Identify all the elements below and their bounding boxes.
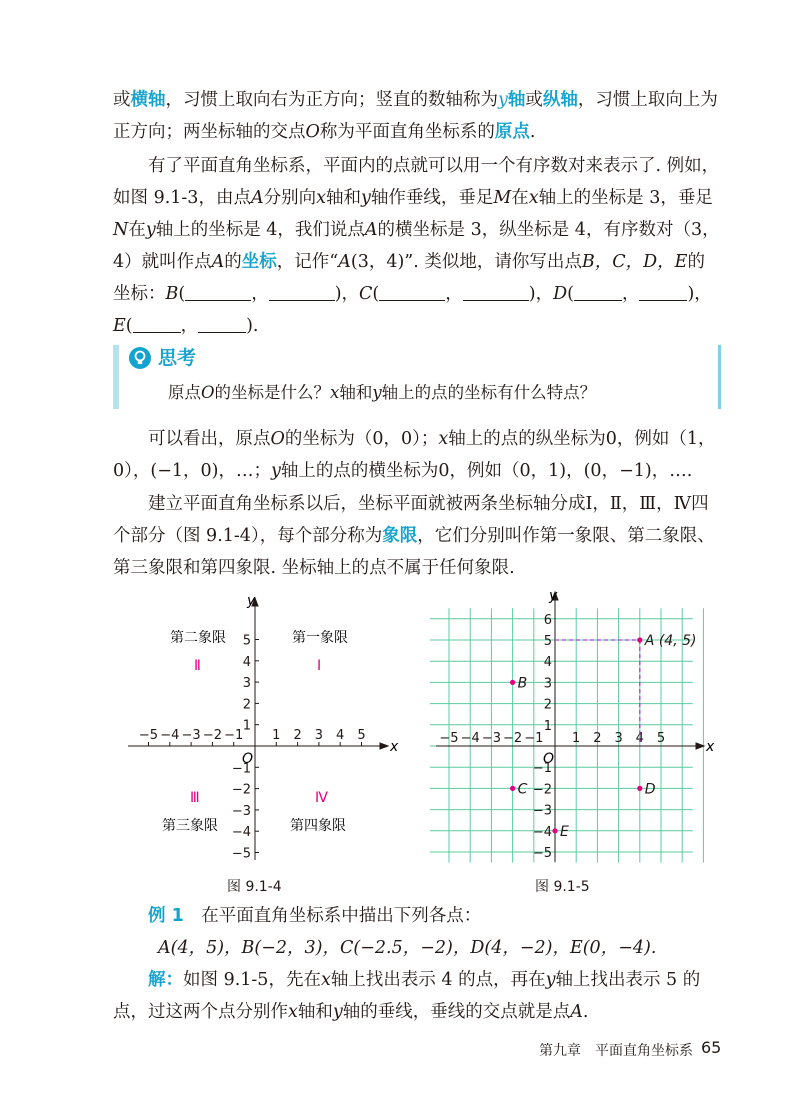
lightbulb-icon [129,347,151,369]
fig2-y-label: y [549,590,558,604]
para-coordinates: 有了平面直角坐标系，平面内的点就可以用一个有序数对来表示了. 例如，如图 9.1-3，由点A分别向x轴和y轴作垂线，垂足M在x轴上的坐标是 3，垂足N在y轴上的坐标是 4，我们说点A的横坐标是 3，纵坐标是 4，有序数对（3，4）就叫作点A的坐标，记作“A(3，4)”. 类似地，请你写出点B，C，D，E的坐标：B( ， )，C( ， )，D( ， )，E( ， ). [113,156,720,336]
example-label: 例 1 [148,906,184,926]
x-tick-label: −5 [138,728,159,743]
para-origin-axes: 可以看出，原点O的坐标为（0，0）；x轴上的点的纵坐标为0，例如（1，0），(−1，0)，…；y轴上的点的横坐标为0，例如（0，1)，(0，−1)，…. [113,429,716,481]
think-box [113,345,721,409]
fig2-caption: 图 9.1-5 [535,879,590,895]
chapter-footer: 第九章 平面直角坐标系 [539,1043,693,1059]
blank-b-y[interactable] [269,284,335,301]
x-tick-label: 2 [593,731,602,746]
fig1-y-label: y [247,593,256,609]
blank-e-y[interactable] [198,316,246,333]
y-tick-label: 1 [242,718,251,734]
think-right-bar [718,345,721,409]
point-c-label: C [517,781,528,798]
fig2-origin-label: O [543,751,555,767]
x-tick-label: 3 [314,728,324,743]
point-d [637,786,642,791]
y-tick-label: −3 [231,803,251,819]
y-tick-label: −4 [532,824,552,840]
y-tick-label: −4 [231,825,251,841]
x-tick-label: 5 [357,728,366,743]
x-tick-label: −3 [181,728,201,743]
fig1-origin-label: O [242,751,254,767]
think-title: 思考 [158,347,197,369]
think-left-bar [113,345,119,409]
y-tick-label: −1 [231,761,251,777]
example-points: A(4，5)，B(−2，3)，C(−2.5，−2)，D(4，−2)，E(0，−4). [158,938,657,958]
quadrant-3-roman: Ⅲ [190,790,200,806]
blank-d-x[interactable] [574,284,622,301]
y-tick-label: −2 [231,782,251,798]
x-tick-label: −1 [224,728,244,743]
y-tick-label: 4 [242,654,251,670]
quadrant-4-label: 第四象限 [290,818,346,834]
solution: 解：如图 9.1-5，先在x轴上找出表示 4 的点，再在y轴上找出表示 5 的点，过这两个点分别作x轴和y轴的垂线，垂线的交点就是点A. [113,970,701,1022]
point-e [552,828,557,833]
example-1: 例 1 在平面直角坐标系中描出下列各点： [148,906,482,926]
y-tick-label: 2 [242,697,251,713]
y-tick-label: −2 [532,782,552,798]
x-tick-label: −2 [202,728,222,743]
y-tick-label: −5 [532,846,552,861]
x-tick-label: 1 [272,728,281,743]
x-tick-label: 3 [614,731,623,746]
x-tick-label: 4 [635,731,644,746]
blank-e-x[interactable] [133,316,181,333]
point-b [510,680,515,685]
x-axis-arrow [380,743,388,749]
y-tick-label: 5 [543,634,552,649]
y-tick-label: 4 [543,655,552,671]
point-d-label: D [644,781,656,798]
quadrant-2-roman: Ⅱ [194,658,201,674]
x-tick-label: 5 [656,731,666,746]
point-b-label: B [517,675,528,692]
point-e-label: E [560,823,569,840]
y-tick-label: 1 [543,718,552,734]
y-tick-label: −3 [532,803,552,819]
y-tick-label: 2 [543,697,552,713]
x-tick-label: −5 [439,731,459,746]
x-tick-label: −1 [524,731,544,746]
fig2-x-label: x [706,739,715,755]
y-tick-label: 3 [543,676,552,692]
think-question: 原点O的坐标是什么？x轴和y轴上的点的坐标有什么特点？ [168,383,597,402]
point-a-label: A (4, 5) [644,633,697,649]
y-tick-label: −1 [532,761,552,777]
x-tick-label: −4 [160,728,180,743]
x-tick-label: 2 [293,728,302,743]
quadrant-1-roman: Ⅰ [317,658,322,674]
fig1-x-label: x [390,739,399,755]
x-tick-label: −2 [503,731,523,746]
quadrant-1-label: 第一象限 [292,630,348,646]
blank-b-x[interactable] [185,284,251,301]
quadrant-2-label: 第二象限 [170,630,226,646]
para-quadrants: 建立平面直角坐标系以后，坐标平面就被两条坐标轴分成Ⅰ，Ⅱ，Ⅲ，Ⅳ四个部分（图 9.1-4），每个部分称为象限，它们分别叫作第一象限、第二象限、第三象限和第四象限. 坐标轴上的点不属于任何象限. [113,494,715,578]
blank-c-y[interactable] [463,284,529,301]
y-tick-label: 6 [543,612,552,628]
y-tick-label: 3 [242,676,251,692]
x-tick-label: 4 [336,728,345,743]
figure-points-grid [430,590,720,870]
para-axes-intro: 或横轴，习惯上取向右为正方向；竖直的数轴称为y轴或纵轴，习惯上取向上为正方向；两坐标轴的交点O称为平面直角坐标系的原点. [113,90,718,142]
quadrant-3-label: 第三象限 [162,818,218,834]
point-a [637,637,642,642]
solution-label: 解： [148,970,183,990]
y-tick-label: −5 [231,846,251,862]
fig1-caption: 图 9.1-4 [227,879,282,895]
x-tick-label: −4 [460,731,480,746]
page-number: 65 [701,1038,722,1057]
y-tick-label: 5 [242,633,251,649]
quadrant-4-roman: Ⅳ [315,790,328,806]
x-tick-label: 1 [572,731,581,746]
x-tick-label: −3 [481,731,501,746]
point-c [510,786,515,791]
blank-c-x[interactable] [379,284,445,301]
figure-quadrants [122,590,402,870]
blank-d-y[interactable] [639,284,687,301]
x-axis-arrow [696,743,704,749]
